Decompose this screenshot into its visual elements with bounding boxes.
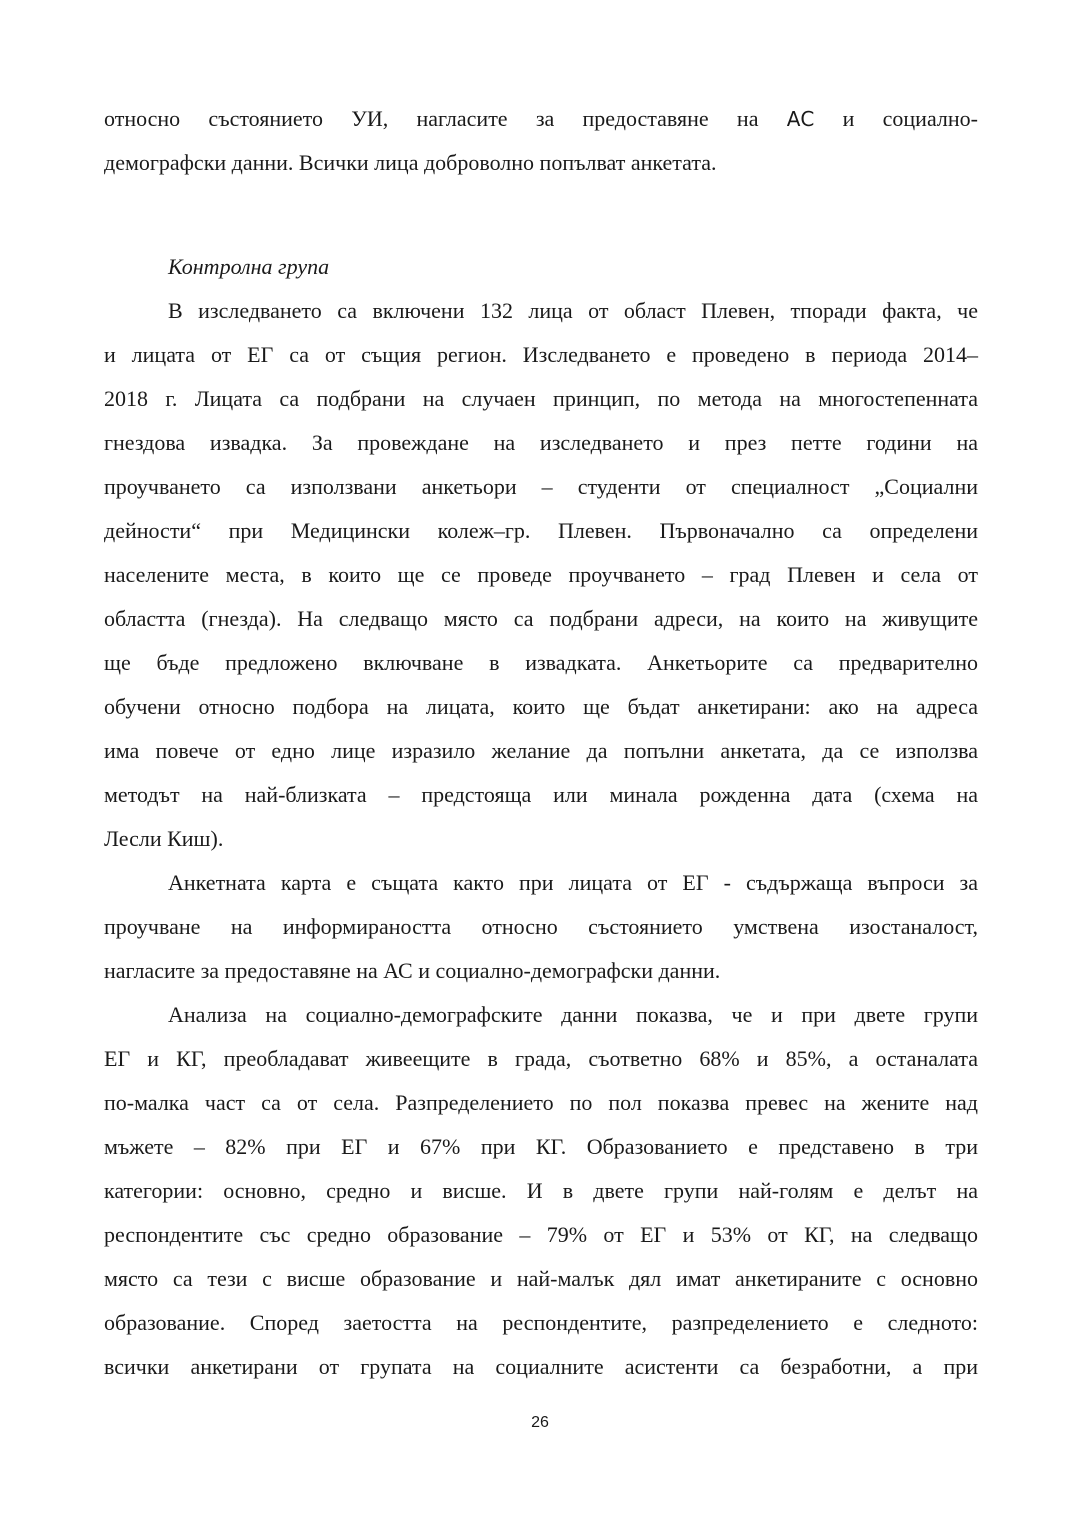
paragraph-line: категории: основно, средно и висше. И в двете групи най-голям е делът на: [104, 1178, 978, 1203]
intro-line-2: демографски данни. Всички лица доброволно попълват анкетата.: [104, 150, 717, 175]
intro-abbreviation: АС: [786, 107, 815, 131]
paragraph-line: Лесли Киш).: [104, 826, 224, 851]
intro-line-1: [104, 97, 978, 141]
paragraph-line: обучени относно подбора на лицата, които ще бъдат анкетирани: ако на адреса: [104, 694, 978, 719]
paragraph-line: Анкетната карта е същата както при лицата от ЕГ - съдържаща въпроси за: [168, 870, 978, 895]
paragraph-line: и лицата от ЕГ са от същия регион. Изследването е проведено в периода 2014–: [104, 342, 978, 367]
paragraph-line: ще бъде предложено включване в извадката. Анкетьорите са предварително: [104, 650, 978, 675]
paragraph-line: по-малка част са от села. Разпределението по пол показва превес на жените над: [104, 1090, 978, 1115]
paragraph-line: гнездова извадка. За провеждане на изследването и през петте години на: [104, 430, 978, 455]
paragraph-line: ЕГ и КГ, преобладават живеещите в града, съответно 68% и 85%, а останалата: [104, 1046, 978, 1071]
paragraph-questionnaire: [104, 861, 978, 993]
paragraph-line: дейности“ при Медицински колеж–гр. Плевен. Първоначално са определени: [104, 518, 978, 543]
page-number: 26: [531, 1414, 549, 1431]
intro-text-before: относно състоянието УИ, нагласите за предоставяне на: [104, 106, 787, 131]
paragraph-line: В изследването са включени 132 лица от област Плевен, тпоради факта, че: [168, 298, 978, 323]
paragraph-line: място са тези с висше образование и най-малък дял имат анкетираните с основно: [104, 1266, 978, 1291]
paragraph-line: 2018 г. Лицата са подбрани на случаен принцип, по метода на многостепенната: [104, 386, 978, 411]
paragraph-line: нагласите за предоставяне на АС и социално-демографски данни.: [104, 958, 721, 983]
section-gap: [104, 185, 978, 245]
paragraph-line: мъжете – 82% при ЕГ и 67% при КГ. Образованието е представено в три: [104, 1134, 978, 1159]
paragraph-line: има повече от едно лице изразило желание да попълни анкетата, да се използва: [104, 738, 978, 763]
paragraph-control-group: [104, 289, 978, 861]
intro-text-after: и социално-: [814, 106, 978, 131]
document-page: [104, 97, 978, 1389]
paragraph-line: методът на най-близката – предстояща или минала рожденна дата (схема на: [104, 782, 978, 807]
paragraph-line: областта (гнезда). На следващо място са подбрани адреси, на които на живущите: [104, 606, 978, 631]
paragraph-line: населените места, в които ще се проведе проучването – град Плевен и села от: [104, 562, 978, 587]
paragraph-line: респондентите със средно образование – 79% от ЕГ и 53% от КГ, на следващо: [104, 1222, 978, 1247]
paragraph-demographics: [104, 993, 978, 1389]
paragraph-line: всички анкетирани от групата на социалните асистенти са безработни, а при: [104, 1354, 978, 1379]
section-heading-control-group: Контролна група: [168, 254, 330, 279]
paragraph-line: Анализа на социално-демографските данни показва, че и при двете групи: [168, 1002, 978, 1027]
paragraph-line: проучването са използвани анкетьори – студенти от специалност „Социални: [104, 474, 978, 499]
paragraph-line: проучване на информираността относно състоянието умствена изостаналост,: [104, 914, 978, 939]
paragraph-line: образование. Според заетостта на респондентите, разпределението е следното:: [104, 1310, 978, 1335]
